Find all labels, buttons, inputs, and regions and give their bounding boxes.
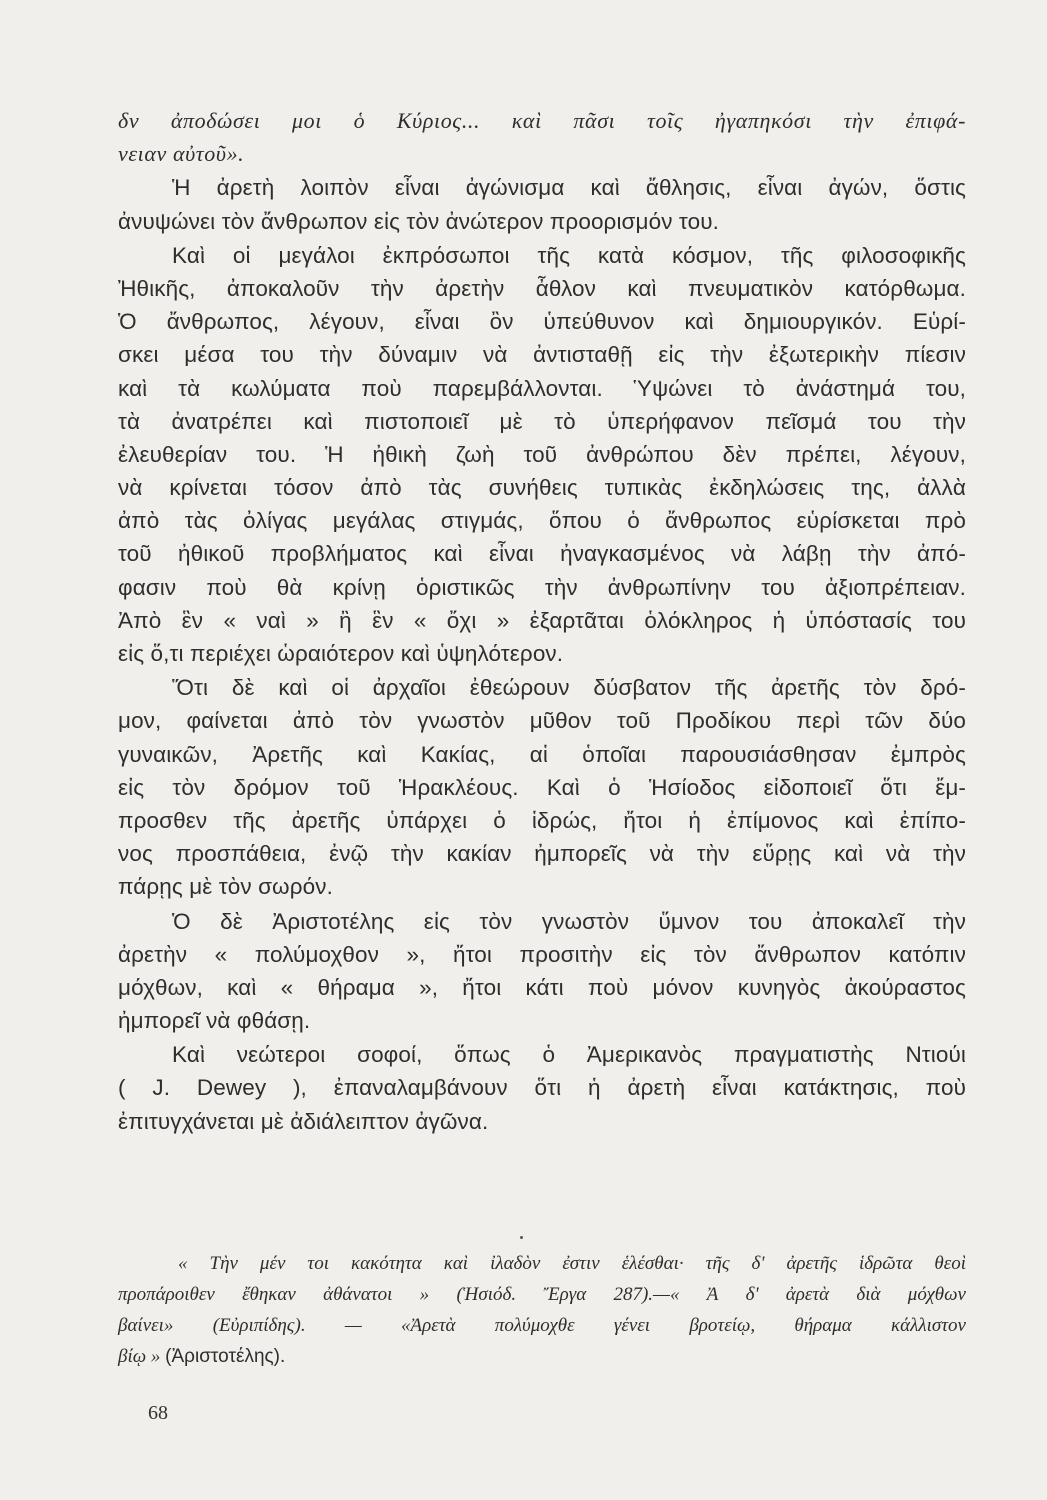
text-line: τὰ ἀνατρέπει καὶ πιστοποιεῖ μὲ τὸ ὑπερήφανον πεῖσμά του τὴν: [118, 408, 966, 434]
text-line: δν ἀποδώσει μοι ὁ Κύριος... καὶ πᾶσι τοῖς ἠγαπηκόσι τὴν ἐπιφά-: [118, 108, 966, 133]
footnote-quote-end: βίῳ »: [118, 1346, 161, 1367]
footnote-attribution: (Ἀριστοτέλης).: [165, 1346, 286, 1367]
main-text: [118, 104, 966, 1139]
text-line: σκει μέσα του τὴν δύναμιν νὰ ἀντισταθῇ εἰς τὴν ἐξωτερικὴν πίεσιν: [118, 342, 966, 368]
footnote-line-last: [118, 1341, 966, 1372]
paragraph: [118, 104, 966, 170]
text-line: μόχθων, καὶ « θήραμα », ἤτοι κάτι ποὺ μόνον κυνηγὸς ἀκούραστος: [118, 974, 966, 1000]
text-line: προσθεν τῆς ἀρετῆς ὑπάρχει ὁ ἱδρώς, ἤτοι ἡ ἐπίμονος καὶ ἐπίπο-: [118, 807, 966, 833]
text-line: νὰ κρίνεται τόσον ἀπὸ τὰς συνήθεις τυπικὰς ἐκδηλώσεις της, ἀλλὰ: [118, 475, 966, 501]
text-line: ἀνυψώνει τὸν ἄνθρωπον εἰς τὸν ἀνώτερον προορισμόν του.: [118, 208, 719, 234]
text-line: τοῦ ἠθικοῦ προβλήματος καὶ εἶναι ἠναγκασμένος νὰ λάβῃ τὴν ἀπό-: [118, 541, 966, 567]
paragraph: [118, 1038, 966, 1138]
paragraph: [118, 239, 966, 670]
text-line: νος προσπάθεια, ἐνῷ τὴν κακίαν ἠμπορεῖς νὰ τὴν εὕρῃς καὶ νὰ τὴν: [118, 841, 966, 867]
footnote-line: προπάροιθεν ἔθηκαν ἀθάνατοι » (Ἡσιόδ. Ἔργα 287).—« Ἀ δ' ἀρετὰ διὰ μόχθων: [118, 1284, 966, 1305]
text-line: Ὅτι δὲ καὶ οἱ ἀρχαῖοι ἐθεώρουν δύσβατον τῆς ἀρετῆς τὸν δρό-: [172, 675, 966, 701]
text-line: Ὁ δὲ Ἀριστοτέλης εἰς τὸν γνωστὸν ὕμνον του ἀποκαλεῖ τὴν: [172, 908, 966, 934]
text-line: ἠμπορεῖ νὰ φθάσῃ.: [118, 1008, 311, 1034]
paragraph: [118, 671, 966, 903]
text-line: νειαν αὐτοῦ».: [118, 141, 245, 167]
footnote: [118, 1248, 966, 1372]
text-line: εἰς ὅ,τι περιέχει ὡραιότερον καὶ ὑψηλότερον.: [118, 641, 564, 666]
text-line: Ἡ ἀρετὴ λοιπὸν εἶναι ἀγώνισμα καὶ ἄθλησις, εἶναι ἀγών, ὅστις: [172, 175, 966, 201]
text-line: Καὶ νεώτεροι σοφοί, ὅπως ὁ Ἀμερικανὸς πραγματιστὴς Ντιούι: [172, 1042, 966, 1068]
text-line: εἰς τὸν δρόμον τοῦ Ἡρακλέους. Καὶ ὁ Ἡσίοδος εἰδοποιεῖ ὅτι ἔμ-: [118, 774, 966, 800]
text-line: ( J. Dewey ), ἐπαναλαμβάνουν ὅτι ἡ ἀρετὴ εἶναι κατάκτησις, ποὺ: [118, 1075, 966, 1101]
footnote-line: « Τὴν μέν τοι κακότητα καὶ ἰλαδὸν ἐστιν ἑλέσθαι· τῆς δ' ἀρετῆς ἱδρῶτα θεοὶ: [178, 1253, 966, 1274]
text-line: ἐπιτυγχάνεται μὲ ἀδιάλειπτον ἀγῶνα.: [118, 1108, 489, 1134]
text-line: ἀπὸ τὰς ὀλίγας μεγάλας στιγμάς, ὅπου ὁ ἄνθρωπος εὑρίσκεται πρὸ: [118, 508, 966, 534]
text-line: Καὶ οἱ μεγάλοι ἐκπρόσωποι τῆς κατὰ κόσμον, τῆς φιλοσοφικῆς: [172, 242, 966, 268]
text-line: πάρῃς μὲ τὸν σωρόν.: [118, 874, 333, 900]
paragraph: [118, 905, 966, 1038]
separator-dot: [520, 1236, 523, 1239]
page-number: 68: [148, 1402, 168, 1424]
text-line: καὶ τὰ κωλύματα ποὺ παρεμβάλλονται. Ὑψώνει τὸ ἀνάστημά του,: [118, 375, 966, 401]
paragraph: [118, 171, 966, 237]
text-line: Ὁ ἄνθρωπος, λέγουν, εἶναι ὂν ὑπεύθυνον καὶ δημιουργικόν. Εὑρί-: [118, 309, 966, 335]
footnote-line: βαίνει» (Εὐριπίδης). — «Ἀρετὰ πολύμοχθε γένει βροτείῳ, θήραμα κάλλιστον: [118, 1315, 966, 1336]
text-line: Ἠθικῆς, ἀποκαλοῦν τὴν ἀρετὴν ἆθλον καὶ πνευματικὸν κατόρθωμα.: [118, 275, 966, 301]
text-line: ἐλευθερίαν του. Ἡ ἠθικὴ ζωὴ τοῦ ἀνθρώπου δὲν πρέπει, λέγουν,: [118, 441, 966, 467]
text-line: ἀρετὴν « πολύμοχθον », ἤτοι προσιτὴν εἰς τὸν ἄνθρωπον κατόπιν: [118, 941, 966, 967]
text-line: Ἀπὸ ἓν « ναὶ » ἢ ἓν « ὄχι » ἐξαρτᾶται ὁλόκληρος ἡ ὑπόστασίς του: [118, 607, 966, 633]
text-line: μον, φαίνεται ἀπὸ τὸν γνωστὸν μῦθον τοῦ Προδίκου περὶ τῶν δύο: [118, 708, 966, 734]
text-line: γυναικῶν, Ἀρετῆς καὶ Κακίας, αἱ ὁποῖαι παρουσιάσθησαν ἐμπρὸς: [118, 741, 966, 767]
text-line: φασιν ποὺ θὰ κρίνῃ ὁριστικῶς τὴν ἀνθρωπίνην του ἀξιοπρέπειαν.: [118, 574, 966, 600]
